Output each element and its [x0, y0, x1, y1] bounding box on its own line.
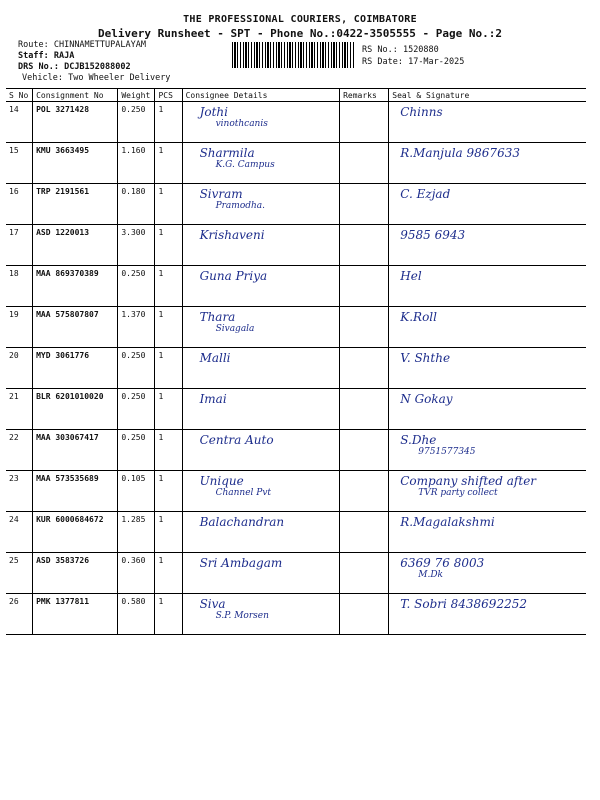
table-row [6, 471, 586, 512]
table-row [6, 225, 586, 266]
handwritten-signature: R.Manjula 9867633 [400, 146, 520, 160]
handwritten-consignee: Jothi [199, 105, 228, 119]
pcs-cell: 1 [155, 594, 182, 635]
drs-value: DCJB152088002 [64, 62, 131, 72]
handwritten-signature: S.Dhe [400, 433, 437, 447]
table-row [6, 594, 586, 635]
serial-cell: 21 [6, 389, 33, 430]
staff-value: RAJA [53, 51, 75, 61]
handwritten-consignee: Pramodha. [215, 201, 266, 211]
consignee-cell [182, 594, 340, 635]
consignment-cell: PMK 1377811 [33, 594, 118, 635]
serial-cell: 26 [6, 594, 33, 635]
pcs-cell: 1 [155, 266, 182, 307]
handwritten-consignee: Sivram [199, 187, 243, 201]
table-row [6, 553, 586, 594]
route-line [18, 40, 146, 50]
remarks-cell [340, 430, 389, 471]
drs-label: DRS No.: [18, 62, 59, 72]
document-title: THE PROFESSIONAL COURIERS, COIMBATORE [183, 14, 417, 25]
consignee-cell [182, 184, 340, 225]
remarks-cell [340, 102, 389, 143]
handwritten-consignee: Sivagala [215, 324, 255, 334]
handwritten-signature: M.Dk [418, 570, 443, 580]
consignment-cell: KMU 3663495 [33, 143, 118, 184]
serial-cell: 22 [6, 430, 33, 471]
serial-cell: 16 [6, 184, 33, 225]
consignment-cell: KUR 6000684672 [33, 512, 118, 553]
handwritten-signature: N Gokay [400, 392, 453, 406]
table-row [6, 430, 586, 471]
handwritten-consignee: Unique [199, 474, 244, 488]
remarks-cell [340, 594, 389, 635]
table-row [6, 184, 586, 225]
table-row [6, 307, 586, 348]
seal-signature-cell [389, 102, 586, 143]
handwritten-consignee: Sri Ambagam [199, 556, 283, 570]
consignee-cell [182, 430, 340, 471]
consignee-cell [182, 512, 340, 553]
pcs-cell: 1 [155, 307, 182, 348]
weight-cell: 3.300 [118, 225, 155, 266]
serial-cell: 14 [6, 102, 33, 143]
col-header-sno: S No [6, 89, 33, 102]
col-header-pcs: PCS [155, 89, 182, 102]
handwritten-consignee: Channel Pvt [215, 488, 272, 498]
handwritten-signature: K.Roll [400, 310, 437, 324]
weight-cell: 0.180 [118, 184, 155, 225]
weight-cell: 0.250 [118, 348, 155, 389]
consignment-cell: TRP 2191561 [33, 184, 118, 225]
weight-cell: 0.580 [118, 594, 155, 635]
weight-cell: 1.370 [118, 307, 155, 348]
pcs-cell: 1 [155, 184, 182, 225]
handwritten-signature: C. Ezjad [400, 187, 451, 201]
handwritten-consignee: K.G. Campus [215, 160, 275, 170]
consignment-cell: ASD 3583726 [33, 553, 118, 594]
handwritten-consignee: S.P. Morsen [215, 611, 269, 621]
consignment-cell: MAA 575807807 [33, 307, 118, 348]
serial-cell: 20 [6, 348, 33, 389]
consignee-cell [182, 471, 340, 512]
consignee-cell [182, 553, 340, 594]
consignment-cell: MAA 573535689 [33, 471, 118, 512]
handwritten-signature: T. Sobri 8438692252 [400, 597, 527, 611]
rs-no-line [362, 45, 439, 55]
serial-cell: 24 [6, 512, 33, 553]
vehicle-value: Two Wheeler Delivery [68, 73, 171, 83]
rs-no-value: 1520880 [402, 45, 439, 55]
pcs-cell: 1 [155, 143, 182, 184]
runsheet-table [6, 88, 586, 635]
staff-line [18, 51, 74, 61]
remarks-cell [340, 225, 389, 266]
pcs-cell: 1 [155, 471, 182, 512]
barcode [232, 42, 354, 68]
vehicle-line [22, 73, 170, 83]
consignment-cell: MYD 3061776 [33, 348, 118, 389]
serial-cell: 18 [6, 266, 33, 307]
consignee-cell [182, 266, 340, 307]
serial-cell: 25 [6, 553, 33, 594]
col-header-weight: Weight [118, 89, 155, 102]
remarks-cell [340, 307, 389, 348]
remarks-cell [340, 553, 389, 594]
consignee-cell [182, 389, 340, 430]
seal-signature-cell [389, 471, 586, 512]
consignment-cell: POL 3271428 [33, 102, 118, 143]
handwritten-consignee: Malli [199, 351, 231, 365]
table-body [6, 102, 586, 635]
handwritten-signature: 6369 76 8003 [400, 556, 485, 570]
seal-signature-cell [389, 594, 586, 635]
col-header-consignment: Consignment No [33, 89, 118, 102]
handwritten-consignee: Siva [199, 597, 226, 611]
remarks-cell [340, 348, 389, 389]
weight-cell: 0.360 [118, 553, 155, 594]
handwritten-consignee: Sharmila [199, 146, 255, 160]
consignee-cell [182, 143, 340, 184]
remarks-cell [340, 512, 389, 553]
handwritten-signature: Chinns [400, 105, 443, 119]
seal-signature-cell [389, 348, 586, 389]
weight-cell: 0.250 [118, 389, 155, 430]
seal-signature-cell [389, 225, 586, 266]
table-row [6, 266, 586, 307]
handwritten-consignee: Imai [199, 392, 227, 406]
seal-signature-cell [389, 553, 586, 594]
pcs-cell: 1 [155, 553, 182, 594]
weight-cell: 0.250 [118, 430, 155, 471]
handwritten-signature: V. Shthe [400, 351, 451, 365]
consignment-cell: MAA 869370389 [33, 266, 118, 307]
handwritten-signature: Company shifted after [400, 474, 537, 488]
consignee-cell [182, 348, 340, 389]
consignment-cell: ASD 1220013 [33, 225, 118, 266]
handwritten-consignee: Guna Priya [199, 269, 268, 283]
col-header-remarks: Remarks [340, 89, 389, 102]
pcs-cell: 1 [155, 430, 182, 471]
rs-date-line [362, 57, 464, 67]
serial-cell: 19 [6, 307, 33, 348]
handwritten-consignee: Thara [199, 310, 236, 324]
runsheet-text: Delivery Runsheet - SPT - Phone No.:0422-3505555 - Page No.:2 [98, 27, 502, 40]
handwritten-signature: Hel [400, 269, 422, 283]
serial-cell: 15 [6, 143, 33, 184]
table-row [6, 512, 586, 553]
pcs-cell: 1 [155, 348, 182, 389]
remarks-cell [340, 184, 389, 225]
consignee-cell [182, 307, 340, 348]
pcs-cell: 1 [155, 389, 182, 430]
weight-cell: 0.250 [118, 266, 155, 307]
col-header-seal: Seal & Signature [389, 89, 586, 102]
pcs-cell: 1 [155, 512, 182, 553]
weight-cell: 0.105 [118, 471, 155, 512]
table-header-row [6, 89, 586, 102]
col-header-consignee: Consignee Details [182, 89, 340, 102]
weight-cell: 0.250 [118, 102, 155, 143]
consignee-cell [182, 225, 340, 266]
seal-signature-cell [389, 512, 586, 553]
seal-signature-cell [389, 389, 586, 430]
consignment-cell: MAA 303067417 [33, 430, 118, 471]
rs-no-label: RS No.: [362, 45, 398, 55]
rs-date-label: RS Date: [362, 57, 403, 67]
handwritten-signature: TVR party collect [418, 488, 498, 498]
remarks-cell [340, 143, 389, 184]
table-row [6, 348, 586, 389]
handwritten-signature: 9585 6943 [400, 228, 466, 242]
route-label: Route: [18, 40, 49, 50]
remarks-cell [340, 266, 389, 307]
table-row [6, 102, 586, 143]
handwritten-consignee: Centra Auto [199, 433, 274, 447]
seal-signature-cell [389, 143, 586, 184]
table-row [6, 143, 586, 184]
rs-date-value: 17-Mar-2025 [408, 57, 465, 67]
consignee-cell [182, 102, 340, 143]
seal-signature-cell [389, 307, 586, 348]
handwritten-consignee: Balachandran [199, 515, 285, 529]
weight-cell: 1.160 [118, 143, 155, 184]
staff-label: Staff: [18, 51, 49, 61]
handwritten-signature: R.Magalakshmi [400, 515, 495, 529]
route-value: CHINNAMETTUPALAYAM [53, 40, 146, 50]
table-row [6, 389, 586, 430]
seal-signature-cell [389, 184, 586, 225]
serial-cell: 17 [6, 225, 33, 266]
pcs-cell: 1 [155, 225, 182, 266]
consignment-cell: BLR 6201010020 [33, 389, 118, 430]
serial-cell: 23 [6, 471, 33, 512]
handwritten-consignee: Krishaveni [199, 228, 265, 242]
handwritten-consignee: vinothcanis [215, 119, 268, 129]
weight-cell: 1.285 [118, 512, 155, 553]
remarks-cell [340, 389, 389, 430]
handwritten-signature: 9751577345 [418, 447, 476, 457]
seal-signature-cell [389, 430, 586, 471]
runsheet-heading [0, 27, 600, 40]
drs-line [18, 62, 131, 72]
vehicle-label: Vehicle: [22, 73, 63, 83]
remarks-cell [340, 471, 389, 512]
seal-signature-cell [389, 266, 586, 307]
pcs-cell: 1 [155, 102, 182, 143]
